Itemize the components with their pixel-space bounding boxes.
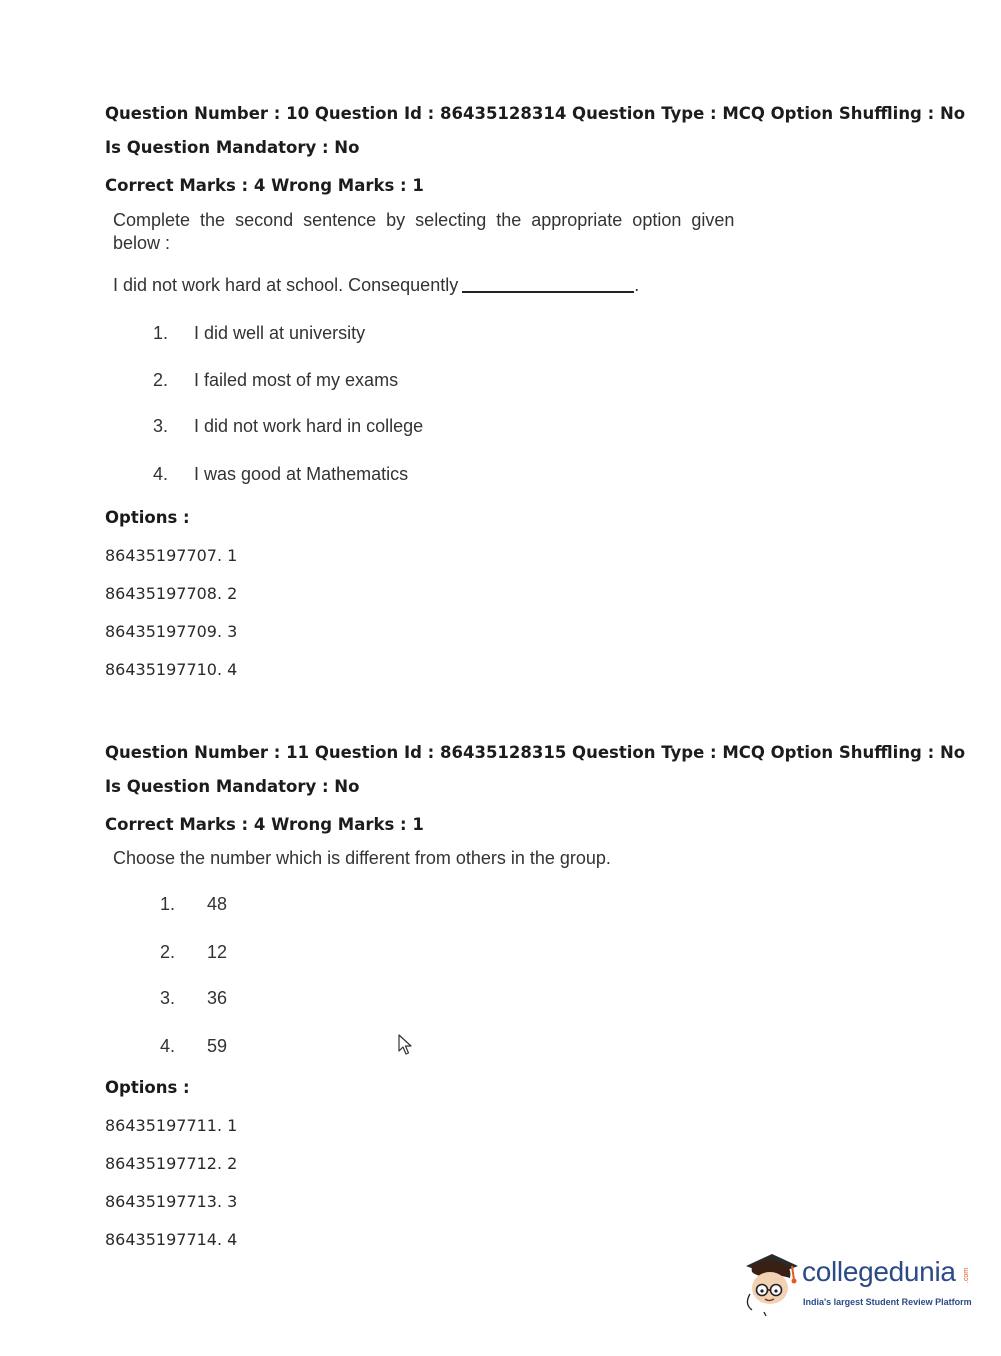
question-prompt: Choose the number which is different from others in the group. [113,848,611,868]
choice-text: 36 [207,988,228,1008]
question-header: Question Number : 11 Question Id : 86435128315 Question Type : MCQ Option Shuffling : No [105,743,966,762]
question-marks: Correct Marks : 4 Wrong Marks : 1 [105,815,424,834]
choice-text: 12 [207,942,228,962]
option-line: 86435197712. 2 [105,1154,238,1173]
question-prompt: Complete the second sentence by selecting the appropriate option given [113,210,735,230]
question-mandatory: Is Question Mandatory : No [105,777,360,796]
choice-number: 2. [160,942,176,962]
question-mandatory: Is Question Mandatory : No [105,138,360,157]
choice-number: 1. [160,894,176,914]
question-marks: Correct Marks : 4 Wrong Marks : 1 [105,176,424,195]
logo-wordmark: collegedunia [802,1256,956,1287]
choice-number: 2. [153,370,169,390]
option-line: 86435197713. 3 [105,1192,238,1211]
choice-number: 4. [160,1036,176,1056]
sentence-end: . [634,275,640,295]
option-line: 86435197709. 3 [105,622,238,641]
collegedunia-logo[interactable] [742,1250,972,1318]
choice-text: 48 [207,894,228,914]
choice-number: 3. [160,988,176,1008]
choice-number: 3. [153,416,169,436]
question-prompt-cont: below : [113,233,171,253]
choice-text: I did not work hard in college [194,416,424,436]
logo-suffix: .com [963,1267,971,1284]
logo-tagline: India's largest Student Review Platform [803,1297,972,1307]
question-header: Question Number : 10 Question Id : 86435128314 Question Type : MCQ Option Shuffling : No [105,104,966,123]
answer-blank [462,291,634,293]
choice-text: I did well at university [194,323,366,343]
option-line: 86435197711. 1 [105,1116,238,1135]
question-sentence [113,275,639,296]
option-line: 86435197708. 2 [105,584,238,603]
option-line: 86435197714. 4 [105,1230,238,1249]
option-line: 86435197707. 1 [105,546,238,565]
mouse-pointer-icon [397,1034,413,1056]
choice-number: 1. [153,323,169,343]
choice-text: I was good at Mathematics [194,464,409,484]
options-label: Options : [105,1078,190,1097]
sentence-text: I did not work hard at school. Consequently [113,275,459,295]
choice-text: I failed most of my exams [194,370,399,390]
choice-text: 59 [207,1036,228,1056]
mascot-icon [742,1250,802,1318]
options-label: Options : [105,508,190,527]
option-line: 86435197710. 4 [105,660,238,679]
choice-number: 4. [153,464,169,484]
